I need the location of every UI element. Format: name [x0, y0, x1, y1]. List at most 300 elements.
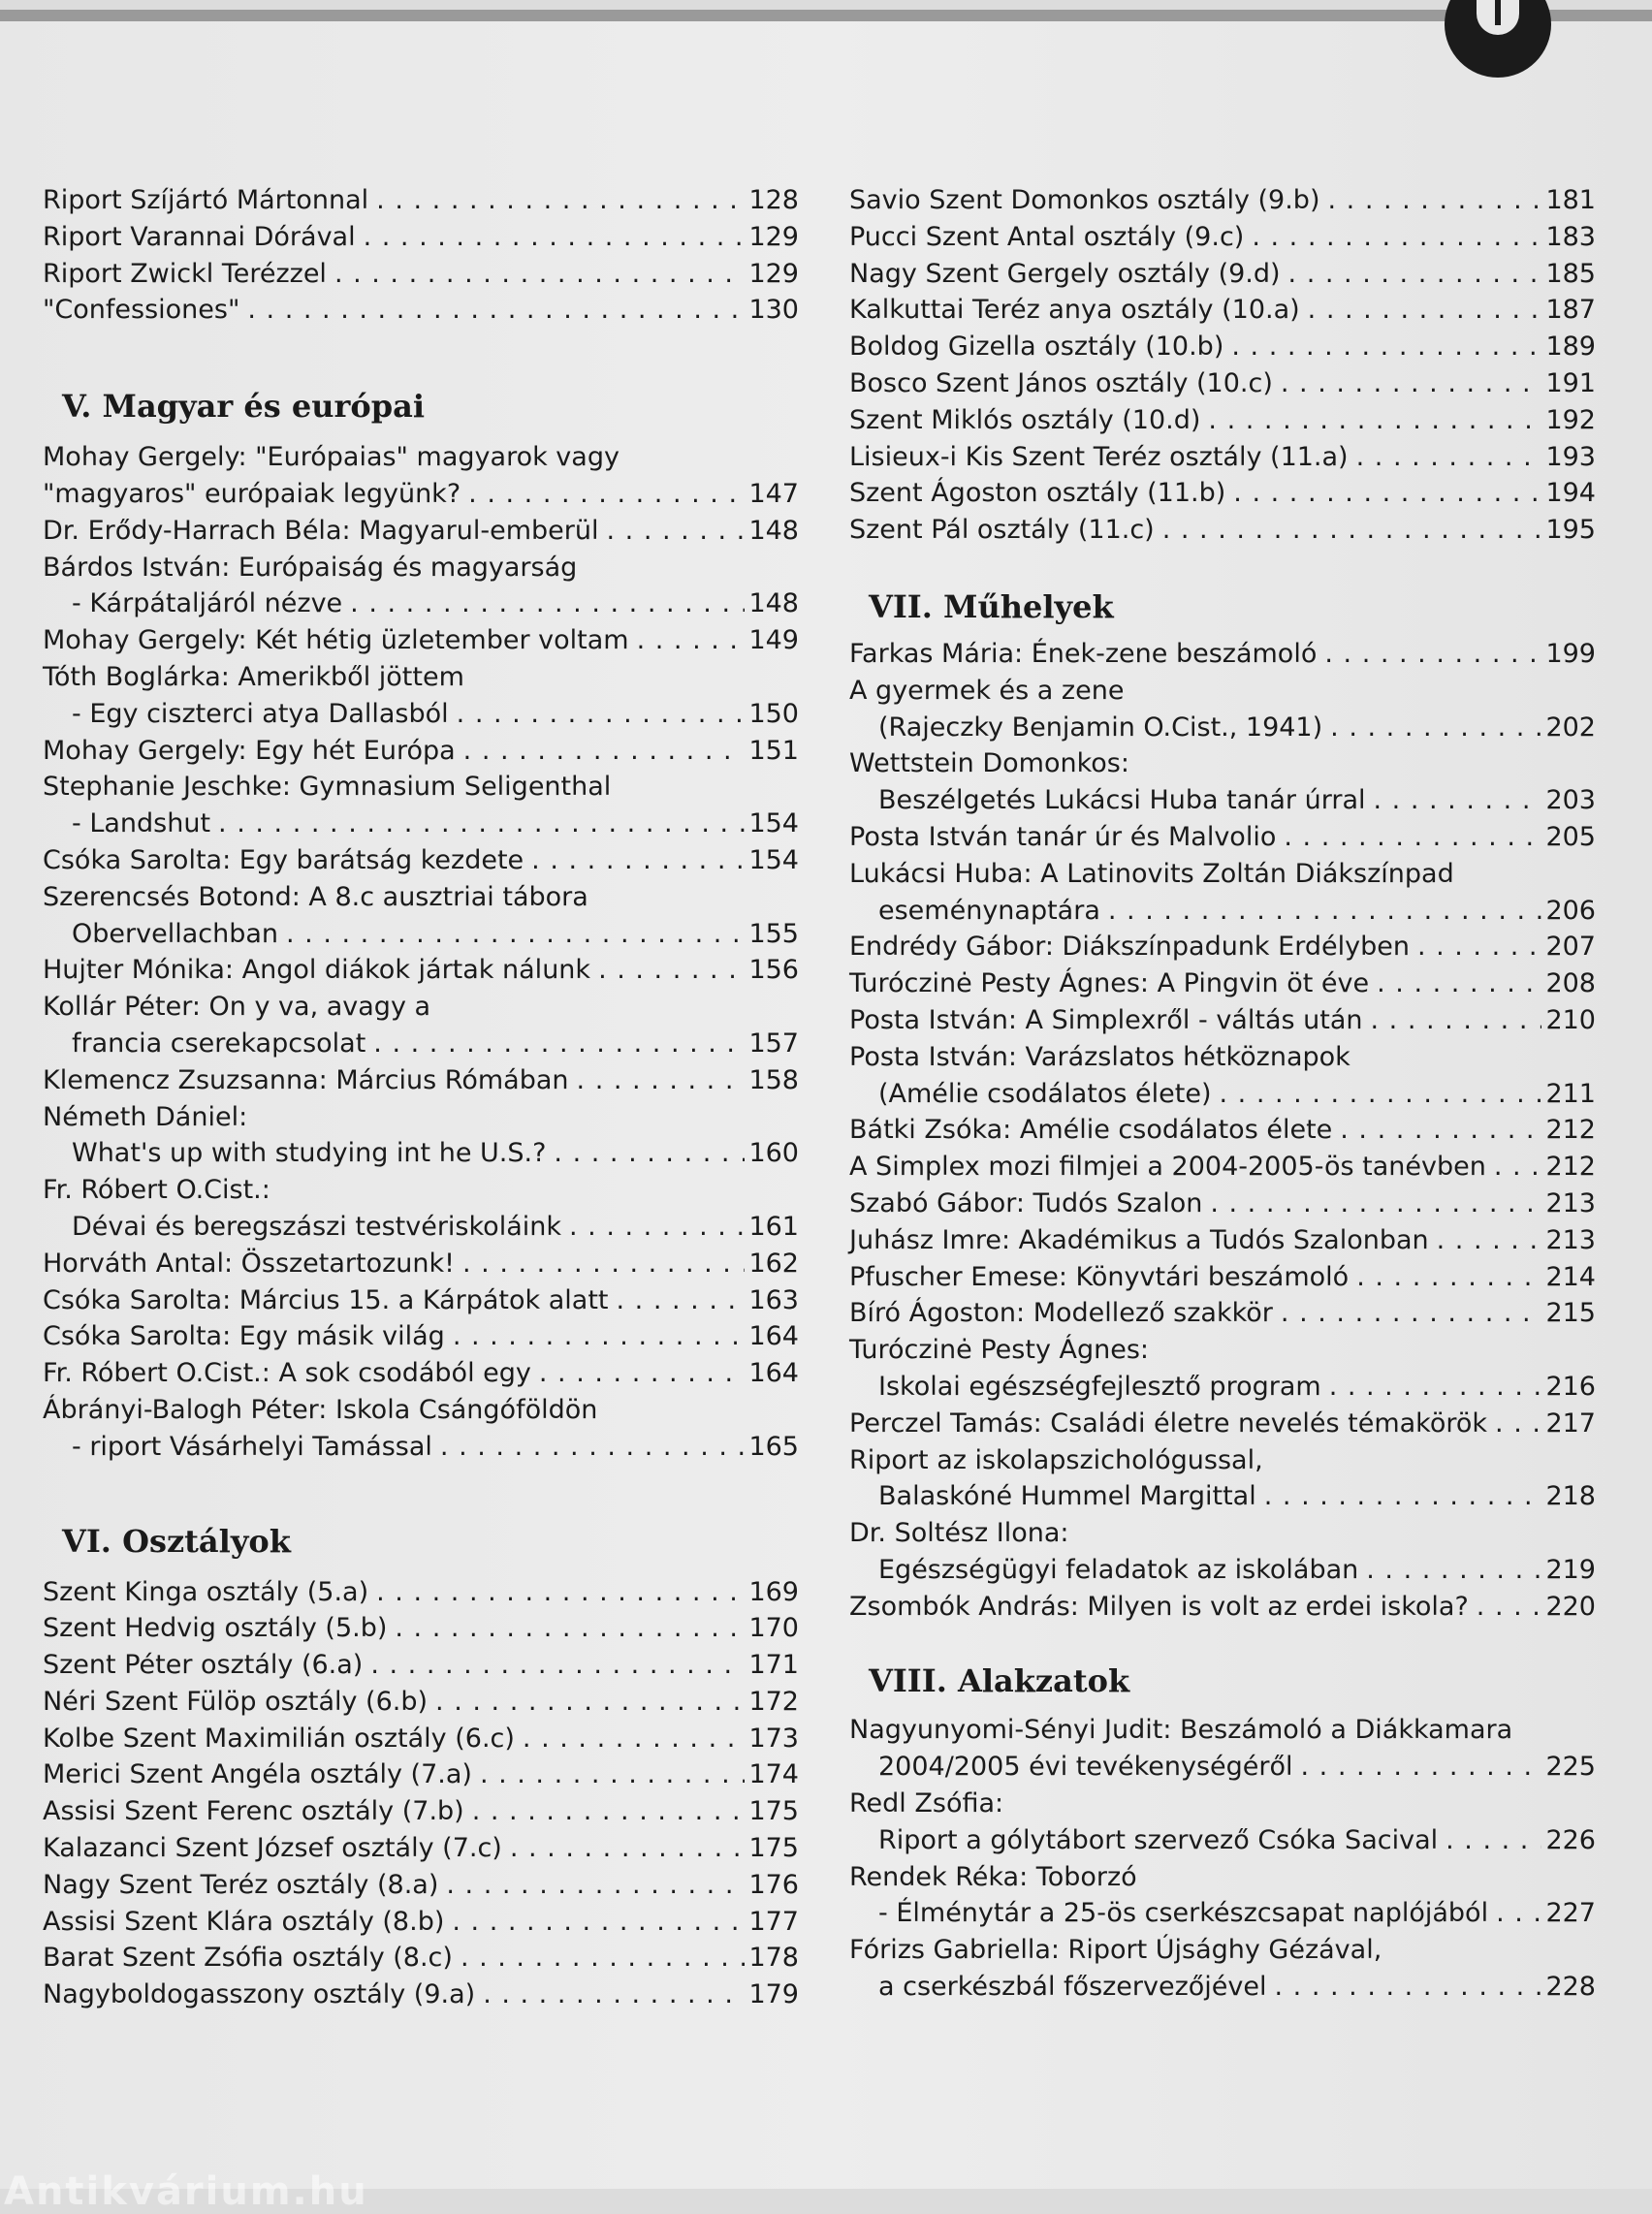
leader-dots [376, 182, 745, 219]
entry-page-number: 150 [748, 698, 799, 729]
leader-dots [462, 1246, 745, 1282]
entry-title: Szent Miklós osztály (10.d) [849, 404, 1201, 435]
leader-dots [1108, 893, 1542, 930]
entry-page-number: 160 [748, 1138, 799, 1169]
entry-title: Endrédy Gábor: Diákszínpadunk Erdélyben [849, 932, 1410, 963]
entry-page-number: 203 [1545, 785, 1596, 816]
toc-entry [849, 1076, 1596, 1113]
entry-title: Assisi Szent Ferenc osztály (7.b) [43, 1796, 464, 1827]
leader-dots [1329, 1369, 1542, 1406]
toc-entry-line: Szerencsés Botond: A 8.c ausztriai tábora [43, 881, 588, 912]
toc-entry-line: Mohay Gergely: "Európaias" magyarok vagy [43, 442, 620, 473]
toc-entry [849, 1222, 1596, 1259]
entry-title: Pfuscher Emese: Könyvtári beszámoló [849, 1261, 1350, 1292]
entry-title: Merici Szent Angéla osztály (7.a) [43, 1759, 472, 1790]
toc-entry [43, 256, 799, 293]
entry-title: francia cserekapcsolat [72, 1028, 366, 1059]
entry-page-number: 163 [748, 1284, 799, 1315]
entry-title: Boldog Gizella osztály (10.b) [849, 332, 1224, 363]
leader-dots [1495, 1406, 1541, 1442]
entry-title: Szent Pál osztály (11.c) [849, 515, 1155, 546]
leader-dots [446, 1867, 745, 1904]
entry-page-number: 202 [1545, 712, 1596, 743]
entry-page-number: 161 [748, 1211, 799, 1242]
toc-entry [43, 219, 799, 256]
entry-title: Obervellachban [72, 918, 278, 949]
entry-page-number: 187 [1545, 295, 1596, 326]
toc-entry [43, 733, 799, 770]
toc-entry [849, 182, 1596, 219]
entry-page-number: 128 [748, 185, 799, 215]
leader-dots [554, 1135, 745, 1172]
toc-entry [849, 1478, 1596, 1515]
leader-dots [1231, 329, 1541, 365]
entry-title: Kolbe Szent Maximilián osztály (6.c) [43, 1723, 515, 1754]
entry-page-number: 193 [1545, 441, 1596, 472]
leader-dots [1308, 292, 1542, 329]
watermark-text: Antikvárium.hu [4, 2169, 368, 2214]
entry-title: "Confessiones" [43, 295, 240, 326]
toc-entry [849, 365, 1596, 402]
leader-dots [461, 1940, 746, 1977]
entry-page-number: 192 [1545, 404, 1596, 435]
entry-page-number: 220 [1545, 1591, 1596, 1622]
toc-entry [849, 1186, 1596, 1222]
entry-title: What's up with studying int he U.S.? [72, 1138, 547, 1169]
toc-entry-line: Kollár Péter: On y va, avagy a [43, 992, 431, 1023]
leader-dots [1233, 475, 1541, 512]
toc-entry [43, 1026, 799, 1062]
entry-title: A Simplex mozi filmjei a 2004-2005-ös tanévben [849, 1152, 1486, 1183]
toc-group-section-v [43, 439, 799, 1465]
entry-title: Nagyboldogasszony osztály (9.a) [43, 1979, 476, 2010]
leader-dots [483, 1977, 745, 2013]
entry-title: eseménynaptára [878, 895, 1100, 926]
toc-entry [43, 916, 799, 953]
entry-title: Lisieux-i Kis Szent Teréz osztály (11.a) [849, 441, 1349, 472]
toc-entry-line: A gyermek és a zene [849, 675, 1125, 706]
leader-dots [1220, 1076, 1542, 1113]
toc-entry [43, 696, 799, 733]
leader-dots [1281, 365, 1542, 402]
leader-dots [539, 1355, 746, 1392]
entry-title: a cserkészbál főszervezőjével [878, 1972, 1267, 2003]
leader-dots [1208, 402, 1541, 439]
entry-title: Kalazanci Szent József osztály (7.c) [43, 1833, 502, 1864]
entry-page-number: 212 [1545, 1115, 1596, 1146]
entry-page-number: 205 [1545, 821, 1596, 852]
entry-title: Bátki Zsóka: Amélie csodálatos élete [849, 1115, 1333, 1146]
leader-dots [1377, 965, 1541, 1002]
entry-title: - Kárpátaljáról nézve [72, 588, 343, 619]
toc-entry [849, 219, 1596, 256]
toc-column-left [43, 182, 799, 2013]
toc-entry [849, 782, 1596, 819]
toc-entry [43, 476, 799, 513]
entry-page-number: 226 [1545, 1824, 1596, 1855]
entry-page-number: 162 [748, 1248, 799, 1279]
entry-title: 2004/2005 évi tevékenységéről [878, 1752, 1293, 1783]
entry-title: Savio Szent Domonkos osztály (9.b) [849, 185, 1320, 215]
leader-dots [637, 622, 746, 659]
entry-title: - riport Vásárhelyi Tamással [72, 1431, 432, 1462]
toc-entry [43, 1830, 799, 1867]
leader-dots [286, 916, 745, 953]
entry-page-number: 130 [748, 295, 799, 326]
toc-entry [849, 1295, 1596, 1332]
toc-entry-line: Turóczinė Pesty Ágnes: [849, 1335, 1149, 1366]
toc-entry [849, 1406, 1596, 1442]
toc-entry [43, 1647, 799, 1684]
entry-page-number: 213 [1545, 1187, 1596, 1218]
entry-page-number: 164 [748, 1321, 799, 1352]
emblem-cross [1495, 0, 1501, 25]
toc-entry [43, 1062, 799, 1099]
section-heading-vii: VII. Műhelyek [869, 587, 1114, 625]
toc-entry [43, 1318, 799, 1355]
entry-page-number: 156 [748, 955, 799, 986]
leader-dots [1210, 1186, 1541, 1222]
toc-entry [849, 1749, 1596, 1786]
leader-dots [376, 1574, 745, 1611]
entry-title: (Amélie csodálatos élete) [878, 1078, 1212, 1109]
entry-title: Dévai és beregszászi testvériskoláink [72, 1211, 561, 1242]
entry-page-number: 227 [1545, 1898, 1596, 1929]
leader-dots [218, 806, 745, 842]
leader-dots [373, 1026, 745, 1062]
entry-title: Néri Szent Fülöp osztály (6.b) [43, 1686, 429, 1717]
entry-title: - Élménytár a 25-ös cserkészcsapat naplójából [878, 1898, 1489, 1929]
section-heading-vi: VI. Osztályok [62, 1522, 291, 1560]
entry-page-number: 218 [1545, 1481, 1596, 1512]
leader-dots [523, 1721, 746, 1757]
entry-page-number: 129 [748, 221, 799, 252]
entry-title: Posta István tanár úr és Malvolio [849, 821, 1277, 852]
toc-entry-line: Dr. Soltész Ilona: [849, 1518, 1069, 1549]
toc-entry [43, 292, 799, 329]
section-heading-viii: VIII. Alakzatok [869, 1662, 1130, 1700]
entry-title: Szent Kinga osztály (5.a) [43, 1576, 369, 1607]
toc-entry-line: Nagyunyomi-Sényi Judit: Beszámoló a Diákkamara [849, 1715, 1513, 1746]
toc-entry [849, 636, 1596, 673]
entry-page-number: 194 [1545, 478, 1596, 509]
toc-entry [43, 1940, 799, 1977]
toc-entry-line: Németh Dániel: [43, 1101, 248, 1132]
leader-dots [1356, 439, 1542, 476]
toc-entry [43, 1793, 799, 1830]
entry-page-number: 179 [748, 1979, 799, 2010]
toc-entry-line: Lukácsi Huba: A Latinovits Zoltán Diákszínpad [849, 858, 1454, 889]
leader-dots [395, 1610, 745, 1647]
entry-page-number: 149 [748, 625, 799, 656]
entry-title: Posta István: A Simplexről - váltás után [849, 1004, 1363, 1035]
leader-dots [435, 1684, 745, 1721]
entry-page-number: 172 [748, 1686, 799, 1717]
entry-page-number: 148 [748, 588, 799, 619]
leader-dots [247, 292, 745, 329]
entry-page-number: 189 [1545, 332, 1596, 363]
section-heading-v: V. Magyar és európai [62, 388, 425, 426]
entry-page-number: 195 [1545, 515, 1596, 546]
toc-entry [849, 1112, 1596, 1149]
entry-page-number: 211 [1545, 1078, 1596, 1109]
entry-title: Farkas Mária: Ének-zene beszámoló [849, 638, 1318, 669]
toc-entry [849, 710, 1596, 746]
entry-page-number: 175 [748, 1833, 799, 1864]
toc-entry [43, 182, 799, 219]
entry-title: Fr. Róbert O.Cist.: A sok csodából egy [43, 1358, 531, 1389]
entry-page-number: 164 [748, 1358, 799, 1389]
toc-entry [43, 585, 799, 622]
toc-entry [43, 806, 799, 842]
entry-page-number: 207 [1545, 932, 1596, 963]
toc-entry-line: Stephanie Jeschke: Gymnasium Seligenthal [43, 772, 612, 803]
toc-entry [849, 439, 1596, 476]
entry-page-number: 212 [1545, 1152, 1596, 1183]
entry-page-number: 185 [1545, 258, 1596, 289]
toc-group-section-viii [849, 1712, 1596, 2005]
toc-entry [43, 952, 799, 989]
toc-entry [43, 1610, 799, 1647]
leader-dots [364, 219, 746, 256]
toc-entry [43, 842, 799, 879]
leader-dots [463, 733, 746, 770]
entry-title: Iskolai egészségfejlesztő program [878, 1371, 1321, 1402]
leader-dots [1275, 1969, 1542, 2006]
leader-dots [1252, 219, 1541, 256]
entry-title: Pucci Szent Antal osztály (9.c) [849, 221, 1245, 252]
entry-page-number: 171 [748, 1650, 799, 1681]
toc-entry [43, 1721, 799, 1757]
leader-dots [1288, 256, 1542, 293]
toc-entry [849, 1589, 1596, 1626]
entry-page-number: 147 [748, 478, 799, 509]
entry-page-number: 177 [748, 1906, 799, 1937]
entry-page-number: 129 [748, 258, 799, 289]
entry-title: Csóka Sarolta: Egy barátság kezdete [43, 844, 524, 875]
leader-dots [1264, 1478, 1542, 1515]
toc-entry [43, 1209, 799, 1246]
toc-entry-line: Tóth Boglárka: Amerikből jöttem [43, 661, 464, 692]
toc-entry [849, 1259, 1596, 1296]
toc-entry [849, 329, 1596, 365]
leader-dots [1327, 182, 1541, 219]
entry-page-number: 170 [748, 1613, 799, 1644]
entry-title: Mohay Gergely: Egy hét Európa [43, 735, 456, 766]
leader-dots [577, 1062, 746, 1099]
toc-entry-line: Fórizs Gabriella: Riport Újsághy Gézával, [849, 1935, 1382, 1966]
leader-dots [1446, 1822, 1541, 1859]
leader-dots [1477, 1589, 1542, 1626]
entry-title: Balaskóné Hummel Margittal [878, 1481, 1256, 1512]
toc-group-section-vi [43, 1574, 799, 2014]
entry-page-number: 173 [748, 1723, 799, 1754]
entry-title: Szent Hedvig osztály (5.b) [43, 1613, 388, 1644]
leader-dots [370, 1647, 745, 1684]
entry-title: Szabó Gábor: Tudós Szalon [849, 1187, 1203, 1218]
entry-page-number: 215 [1545, 1298, 1596, 1329]
entry-page-number: 176 [748, 1869, 799, 1900]
entry-title: Riport a gólytábort szervező Csóka Sacival [878, 1824, 1439, 1855]
school-emblem-logo [1445, 0, 1551, 78]
leader-dots [1366, 1552, 1541, 1589]
entry-page-number: 158 [748, 1064, 799, 1095]
entry-page-number: 154 [748, 808, 799, 839]
leader-dots [531, 842, 745, 879]
entry-page-number: 169 [748, 1576, 799, 1607]
leader-dots [452, 1904, 745, 1941]
entry-title: Turóczinė Pesty Ágnes: A Pingvin öt éve [849, 968, 1370, 999]
entry-title: Csóka Sarolta: Egy másik világ [43, 1321, 445, 1352]
toc-entry [43, 1282, 799, 1319]
toc-entry [43, 1756, 799, 1793]
entry-page-number: 157 [748, 1028, 799, 1059]
leader-dots [440, 1429, 746, 1466]
leader-dots [334, 256, 746, 293]
entry-title: Klemencz Zsuzsanna: Március Rómában [43, 1064, 569, 1095]
toc-entry [43, 1684, 799, 1721]
entry-title: Szent Péter osztály (6.a) [43, 1650, 364, 1681]
entry-page-number: 213 [1545, 1224, 1596, 1255]
entry-title: Mohay Gergely: Két hétig üzletember voltam [43, 625, 629, 656]
entry-title: Barat Szent Zsófia osztály (8.c) [43, 1943, 453, 1974]
toc-entry-line: Rendek Réka: Toborzó [849, 1861, 1137, 1892]
leader-dots [1371, 1002, 1542, 1039]
leader-dots [468, 476, 745, 513]
toc-entry [849, 929, 1596, 965]
toc-entry [849, 965, 1596, 1002]
entry-title: Kalkuttai Teréz anya osztály (10.a) [849, 295, 1300, 326]
entry-title: Nagy Szent Teréz osztály (8.a) [43, 1869, 439, 1900]
toc-entry [43, 1135, 799, 1172]
toc-entry [849, 292, 1596, 329]
leader-dots [1301, 1749, 1542, 1786]
leader-dots [453, 1318, 746, 1355]
leader-dots [569, 1209, 745, 1246]
toc-entry [849, 819, 1596, 856]
leader-dots [617, 1282, 746, 1319]
entry-page-number: 181 [1545, 185, 1596, 215]
entry-title: Juhász Imre: Akadémikus a Tudós Szalonban [849, 1224, 1429, 1255]
entry-page-number: 217 [1545, 1407, 1596, 1439]
leader-dots [350, 585, 745, 622]
entry-title: Riport Zwickl Terézzel [43, 258, 327, 289]
leader-dots [598, 952, 745, 989]
toc-entry [43, 1429, 799, 1466]
toc-entry-line: Redl Zsófia: [849, 1788, 1004, 1819]
entry-page-number: 148 [748, 515, 799, 546]
entry-title: Csóka Sarolta: Március 15. a Kárpátok alatt [43, 1284, 609, 1315]
toc-entry-line: Wettstein Domonkos: [849, 748, 1129, 779]
leader-dots [480, 1756, 746, 1793]
entry-page-number: 228 [1545, 1972, 1596, 2003]
entry-page-number: 151 [748, 735, 799, 766]
leader-dots [1374, 782, 1542, 819]
entry-title: - Egy ciszterci atya Dallasból [72, 698, 449, 729]
leader-dots [1417, 929, 1542, 965]
toc-group-section-vii [849, 636, 1596, 1626]
leader-dots [1162, 512, 1542, 549]
entry-page-number: 225 [1545, 1752, 1596, 1783]
leader-dots [1340, 1112, 1541, 1149]
entry-page-number: 216 [1545, 1371, 1596, 1402]
entry-title: - Landshut [72, 808, 211, 839]
toc-entry [43, 1246, 799, 1282]
leader-dots [510, 1830, 746, 1867]
toc-entry-line: Riport az iskolapszichológussal, [849, 1444, 1263, 1475]
entry-page-number: 214 [1545, 1261, 1596, 1292]
leader-dots [1281, 1295, 1542, 1332]
toc-entry [849, 1552, 1596, 1589]
entry-page-number: 219 [1545, 1554, 1596, 1585]
toc-entry-line: Bárdos István: Európaiság és magyarság [43, 552, 578, 583]
entry-page-number: 183 [1545, 221, 1596, 252]
leader-dots [1437, 1222, 1542, 1259]
entry-page-number: 154 [748, 844, 799, 875]
toc-entry [849, 1369, 1596, 1406]
toc-entry [849, 1149, 1596, 1186]
toc-column-right [849, 182, 1596, 2006]
entry-title: Bosco Szent János osztály (10.c) [849, 367, 1273, 398]
toc-entry [43, 622, 799, 659]
toc-entry [43, 1977, 799, 2013]
entry-title: Hujter Mónika: Angol diákok jártak nálunk [43, 955, 591, 986]
entry-page-number: 175 [748, 1796, 799, 1827]
toc-entry-line: Fr. Róbert O.Cist.: [43, 1175, 270, 1206]
entry-title: Perczel Tamás: Családi életre nevelés témakörök [849, 1407, 1488, 1439]
entry-title: Dr. Erődy-Harrach Béla: Magyarul-emberül [43, 515, 599, 546]
entry-title: Nagy Szent Gergely osztály (9.d) [849, 258, 1281, 289]
leader-dots [457, 696, 746, 733]
entry-title: (Rajeczky Benjamin O.Cist., 1941) [878, 712, 1323, 743]
entry-page-number: 208 [1545, 968, 1596, 999]
entry-title: Szent Ágoston osztály (11.b) [849, 478, 1226, 509]
toc-entry [849, 475, 1596, 512]
toc-entry [43, 1574, 799, 1611]
toc-group-left-top [43, 182, 799, 329]
toc-entry-line: Posta István: Varázslatos hétköznapok [849, 1041, 1350, 1072]
toc-entry [849, 402, 1596, 439]
entry-page-number: 178 [748, 1943, 799, 1974]
entry-page-number: 155 [748, 918, 799, 949]
toc-entry [849, 512, 1596, 549]
entry-page-number: 165 [748, 1431, 799, 1462]
toc-entry-line: Ábrányi-Balogh Péter: Iskola Csángóföldön [43, 1394, 598, 1425]
entry-title: Assisi Szent Klára osztály (8.b) [43, 1906, 445, 1937]
entry-page-number: 191 [1545, 367, 1596, 398]
leader-dots [472, 1793, 746, 1830]
leader-dots [607, 513, 746, 550]
leader-dots [1284, 819, 1541, 856]
toc-entry [43, 1355, 799, 1392]
entry-title: Beszélgetés Lukácsi Huba tanár úrral [878, 785, 1366, 816]
toc-entry [43, 513, 799, 550]
entry-title: Horváth Antal: Összetartozunk! [43, 1248, 455, 1279]
toc-entry [849, 1002, 1596, 1039]
entry-title: Riport Szíjártó Mártonnal [43, 185, 369, 215]
toc-entry [849, 1822, 1596, 1859]
toc-entry [849, 893, 1596, 930]
toc-entry [849, 1969, 1596, 2006]
toc-entry [849, 256, 1596, 293]
toc-group-right-top [849, 182, 1596, 549]
leader-dots [1494, 1149, 1542, 1186]
entry-title: Zsombók András: Milyen is volt az erdei iskola? [849, 1591, 1469, 1622]
leader-dots [1356, 1259, 1541, 1296]
toc-entry [849, 1895, 1596, 1932]
leader-dots [1330, 710, 1541, 746]
leader-dots [1324, 636, 1541, 673]
